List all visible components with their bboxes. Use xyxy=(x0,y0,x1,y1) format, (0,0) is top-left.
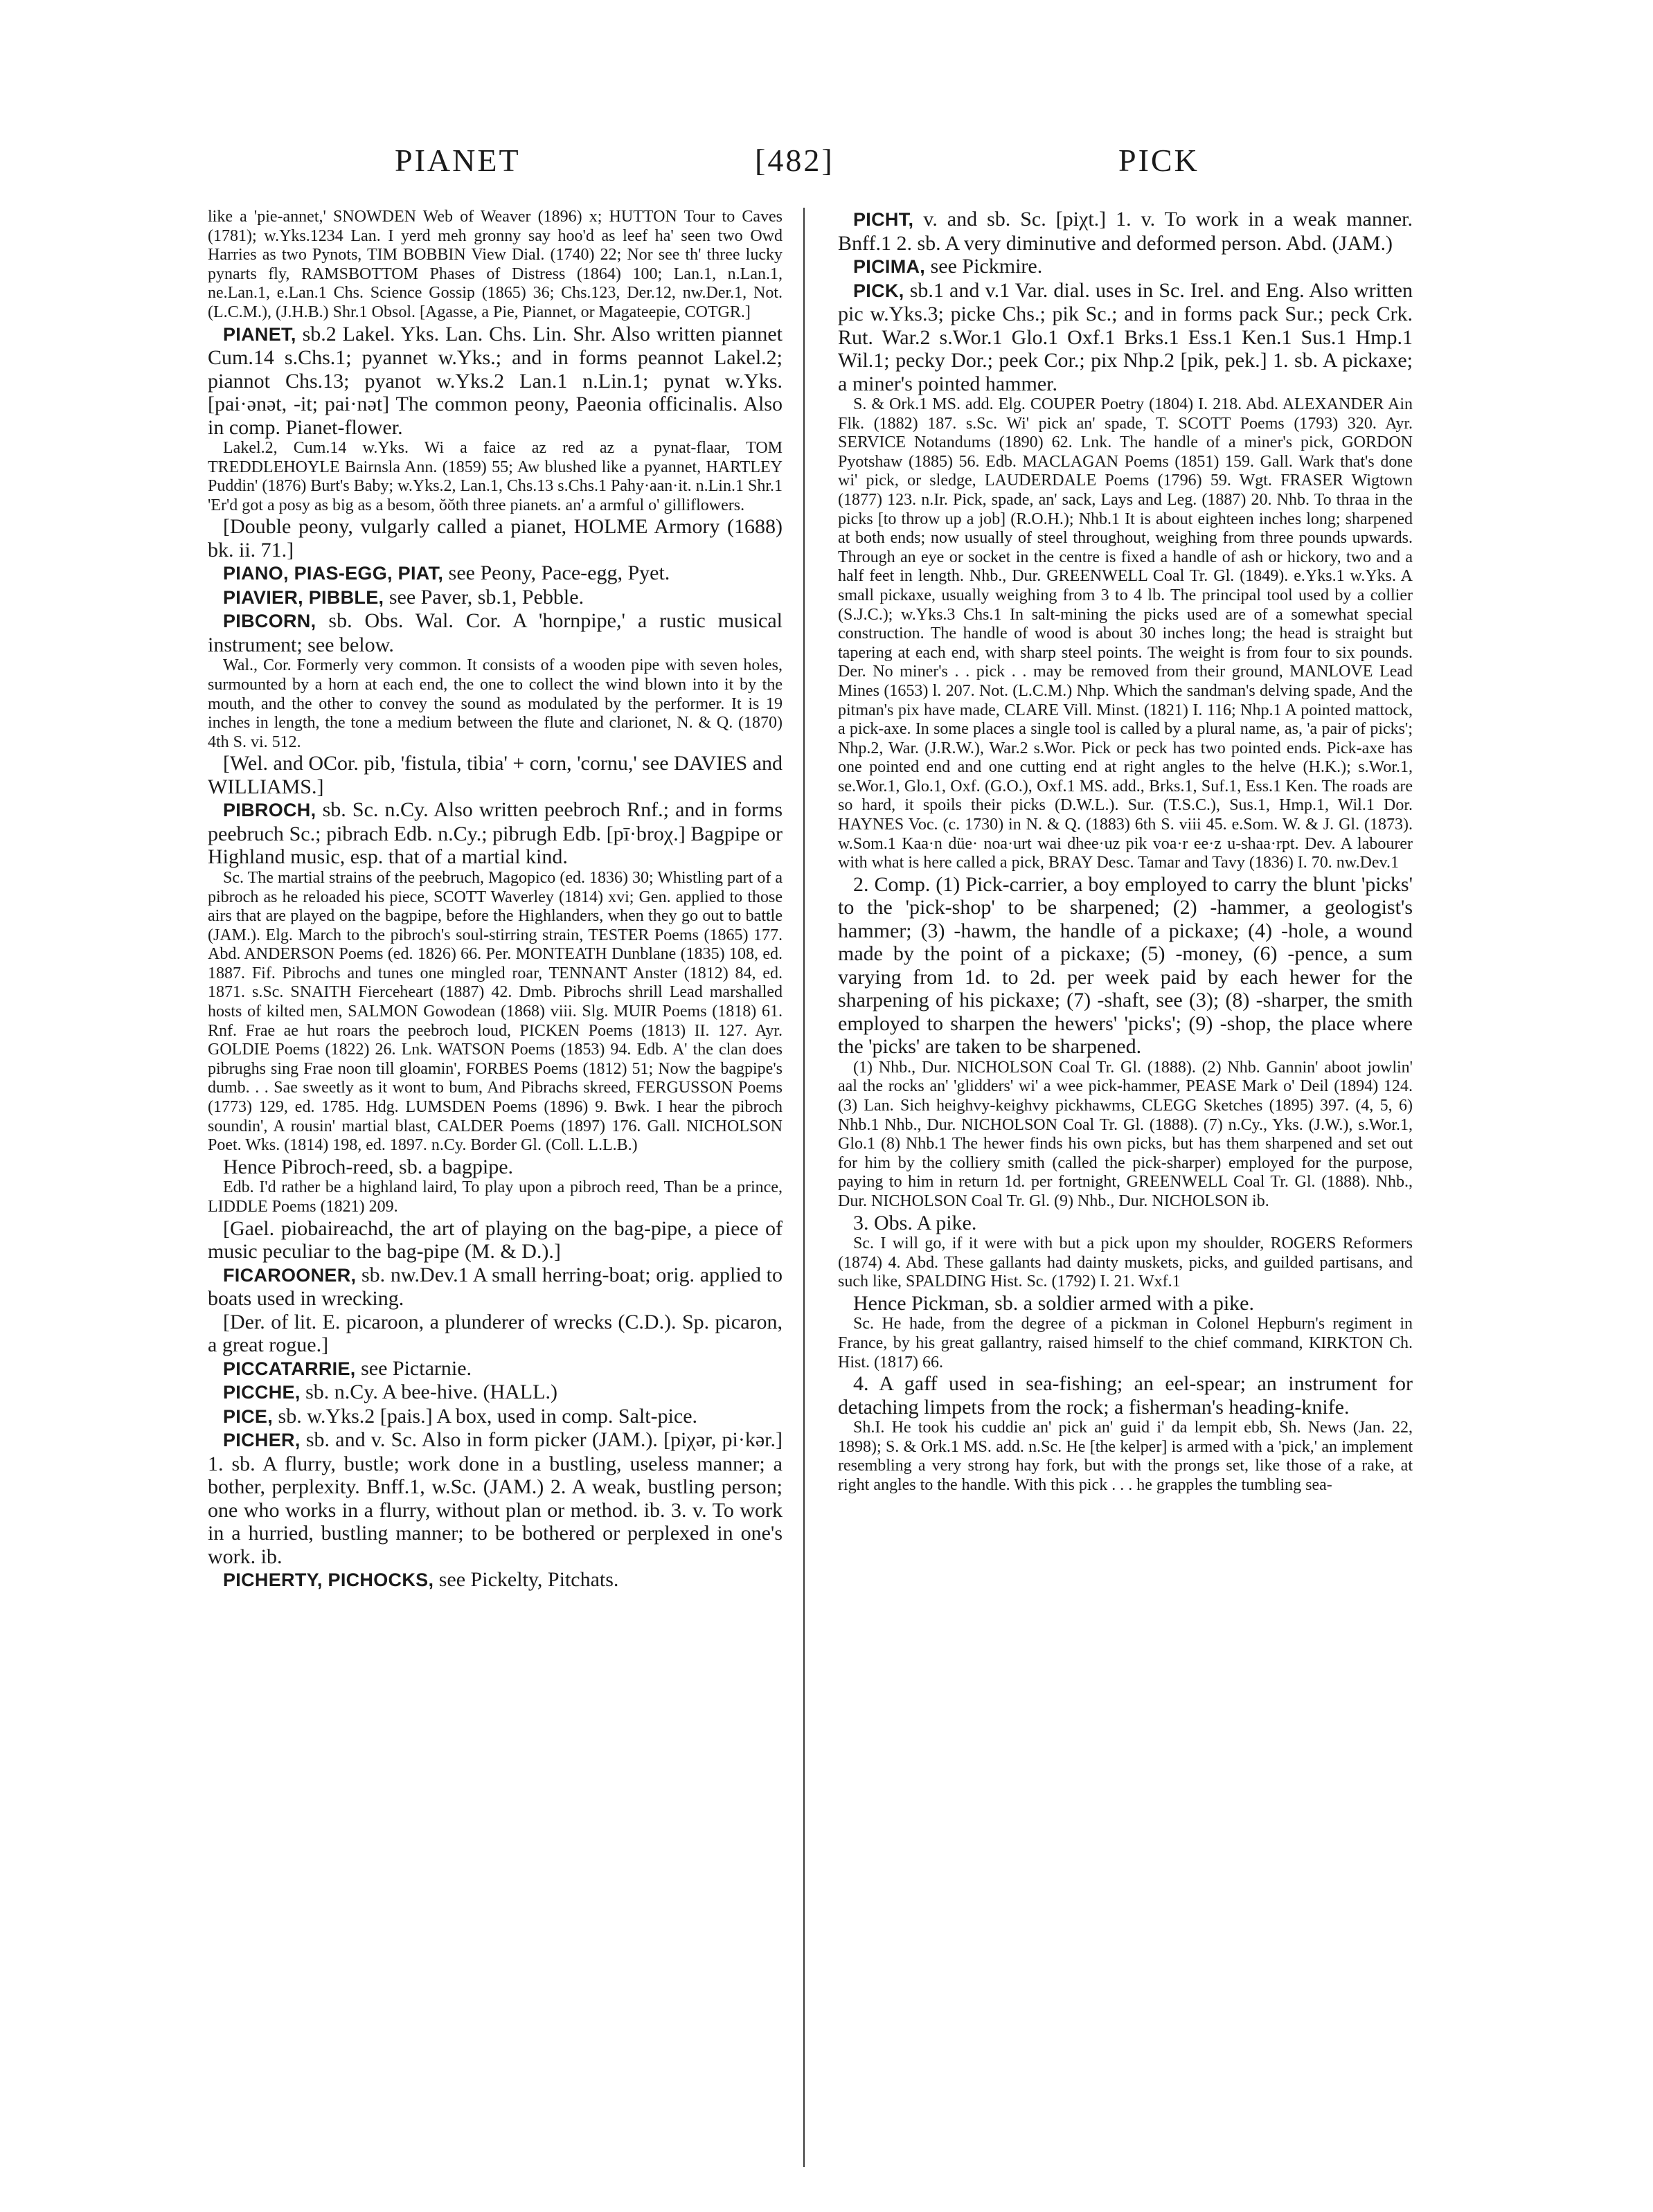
citation-block xyxy=(838,1315,1413,1372)
running-header xyxy=(201,142,1489,190)
headword: PIBCORN, xyxy=(223,611,316,632)
entry-text: see Peony, Pace-egg, Pyet. xyxy=(448,561,670,585)
dictionary-entry xyxy=(838,279,1413,396)
entry-text: sb.2 Lakel. Yks. Lan. Chs. Lin. Shr. Also written piannet Cum.14 s.Chs.1; pyannet w.Yks.; and in forms peannot Lakel.2; piannot Chs.13; pyanot w.Yks.2 Lan.1 n.Lin.1; pynat w.Yks. [pai·ənət, -it; pai·nət] The common peony, Paeonia officinalis. Also in comp. Pianet-flower. xyxy=(208,322,783,439)
entry-text: Hence Pibroch-reed, sb. a bagpipe. xyxy=(223,1155,514,1178)
citation-block xyxy=(208,208,783,323)
dictionary-entry xyxy=(208,609,783,656)
entry-text: sb.1 and v.1 Var. dial. uses in Sc. Irel. and Eng. Also written pic w.Yks.3; picke Chs.; pik Sc.; and in forms pack Sur.; peck Crk. Rut. War.2 s.Wor.1 Glo.1 Oxf.1 Brks.1 Ess.1 Ken.1 Sus.1 Hmp.1 Wil.1; pecky Dor.; peek Cor.; pix Nhp.2 [pik, pek.] 1. sb. A pickaxe; a miner's pointed hammer. xyxy=(838,278,1413,395)
header-left-guideword: PIANET xyxy=(395,143,521,178)
entry-text: v. and sb. Sc. [piχt.] 1. v. To work in a weak manner. Bnff.1 2. sb. A very diminutive and deformed person. Abd. (JAM.) xyxy=(838,208,1413,255)
right-column xyxy=(838,208,1413,2181)
headword: PICHER, xyxy=(223,1430,301,1450)
dictionary-entry xyxy=(208,515,783,561)
headword: PICCHE, xyxy=(223,1382,301,1403)
dictionary-entry xyxy=(838,255,1413,279)
entry-text: Sh.I. He took his cuddie an' pick an' guid i' da lempit ebb, Sh. News (Jan. 22, 1898); S. & Ork.1 MS. add. n.Sc. He [the kelper] is armed with a 'pick,' an implement resembling a very strong hay fork, but with the prongs set, like those of a rake, at right angles to the handle. With this pick . . . he grapples the tumbling sea- xyxy=(838,1419,1413,1494)
entry-text: see Paver, sb.1, Pebble. xyxy=(388,585,584,609)
entry-text: sb. nw.Dev.1 A small herring-boat; orig. applied to boats used in wrecking. xyxy=(208,1263,783,1310)
dictionary-entry xyxy=(208,1311,783,1357)
column-divider xyxy=(803,208,805,2167)
entry-text: Wal., Cor. Formerly very common. It consists of a wooden pipe with seven holes, surmounted by a horn at each end, the one to collect the wind blown into it by the mouth, and the other to convey the sound as modulated by the performer. It is 19 inches in length, the tone a medium between the flute and clarionet, N. & Q. (1870) 4th S. vi. 512. xyxy=(208,656,783,751)
left-column xyxy=(208,208,783,2181)
entry-text: [Gael. piobaireachd, the art of playing on the bag-pipe, a piece of music peculiar to the bag-pipe (M. & D.).] xyxy=(208,1216,783,1263)
headword: PICK, xyxy=(853,280,904,301)
headword: PIANO, PIAS-EGG, PIAT, xyxy=(223,563,444,584)
citation-block xyxy=(838,1059,1413,1212)
entry-text: [Wel. and OCor. pib, 'fistula, tibia' + corn, 'cornu,' see DAVIES and WILLIAMS.] xyxy=(208,752,783,798)
dictionary-entry xyxy=(208,323,783,440)
dictionary-entry xyxy=(208,586,783,610)
citation-block xyxy=(838,1234,1413,1292)
entry-text: like a 'pie-annet,' SNOWDEN Web of Weaver (1896) x; HUTTON Tour to Caves (1781); w.Yks.1234 Lan. I yerd meh gronny say hoo'd as leef ha' seen two Owd Harries as two Pynots, TIM BOBBIN View Dial. (1740) 22; Nor see th' three lucky pynarts fly, RAMSBOTTOM Phases of Distress (1864) 100; Lan.1, n.Lan.1, ne.Lan.1, e.Lan.1 Chs. Science Gossip (1865) 36; Chs.123, Der.12, nw.Der.1, Not. (L.C.M.), (J.H.B.) Shr.1 Obsol. [Agasse, a Pie, Piannet, or Magateepie, COTGR.] xyxy=(208,208,783,321)
citation-block xyxy=(208,1178,783,1216)
dictionary-entry xyxy=(208,1156,783,1179)
entry-text: sb. and v. Sc. Also in form picker (JAM.). [piχər, pi·kər.] 1. sb. A flurry, bustle; work done in a bustling, useless manner; a bother, perplexity. Bnff.1, w.Sc. (JAM.) 2. A weak, bustling person; one who works in a flurry, without plan or method. ib. 3. v. To work in a hurried, bustling manner; to be bothered or perplexed in one's work. ib. xyxy=(208,1428,783,1568)
dictionary-entry xyxy=(208,1428,783,1568)
citation-block xyxy=(208,439,783,515)
entry-text: Edb. I'd rather be a highland laird, To play upon a pibroch reed, Than be a prince, LIDDLE Poems (1821) 209. xyxy=(208,1178,783,1216)
citation-block xyxy=(838,1419,1413,1495)
entry-text: Lakel.2, Cum.14 w.Yks. Wi a faice az red az a pynat-flaar, TOM TREDDLEHOYLE Bairnsla Ann. (1859) 55; Aw blushed like a pyannet, HARTLEY Puddin' (1876) Burt's Baby; w.Yks.2, Lan.1, Chs.13 s.Chs.1 Pahy·aan·it. n.Lin.1 Shr.1 'Er'd got a posy as big as a besom, ŏŏth three pianets. an' a armful o' gilliflowers. xyxy=(208,439,783,514)
headword: PIBROCH, xyxy=(223,800,316,821)
headword: PICCATARRIE, xyxy=(223,1358,356,1379)
headword: PIAVIER, PIBBLE, xyxy=(223,586,384,608)
dictionary-entry xyxy=(208,561,783,586)
header-right-guideword: PICK xyxy=(1118,143,1199,178)
entry-text: see Pickmire. xyxy=(930,255,1043,278)
entry-text: see Pickelty, Pitchats. xyxy=(438,1568,619,1591)
entry-text: [Der. of lit. E. picaroon, a plunderer of wrecks (C.D.). Sp. picaron, a great rogue.] xyxy=(208,1310,783,1356)
entry-text: S. & Ork.1 MS. add. Elg. COUPER Poetry (1804) I. 218. Abd. ALEXANDER Ain Flk. (1882) 187. s.Sc. Wi' pick an' spade, T. SCOTT Poems (1793) 320. Ayr. SERVICE Notandums (1890) 62. Lnk. The handle of a miner's pick, GORDON Pyotshaw (1885) 56. Edb. MACLAGAN Poems (1851) 159. Gall. Wark that's done wi' pick, or sledge, LAUDERDALE Poems (1796) 59. Wgt. FRASER Wigtown (1877) 123. n.Ir. Pick, spade, an' sack, Lays and Leg. (1887) 20. Nhb. To thraa in the picks [to throw up a job] (R.O.H.); Nhb.1 It is about eighteen inches long; sharpened at both ends; now usually of steel throughout, weighing from three pounds upwards. Through an eye or socket in the centre is fixed a handle of ash or hickory, two and a half feet in length. Nhb., Dur. GREENWELL Coal Tr. Gl. (1849). e.Yks.1 w.Yks. A small pickaxe, usually weighing from 3 to 4 lb. The principal tool used by a collier (S.J.C.); w.Yks.3 Chs.1 In salt-mining the picks used are of a somewhat special construction. The handle of wood is about 30 inches long; the head is straight but tapering at each end, with sharp steel points. The weight is from four to six pounds. Der. No miner's . . pick . . may be removed from their ground, MANLOVE Lead Mines (1653) l. 207. Not. (L.C.M.) Nhp. Which the sandman's delving spade, And the pitman's pix have made, CLARE Vill. Minst. (1821) I. 116; Nhp.1 A pointed mattock, a pick-axe. In some places a single tool is called by a plural name, as, 'a pair of picks'; Nhp.2, War. (J.R.W.), War.2 s.Wor. Pick or peck has two pointed ends. Pick-axe has one pointed end and one cutting end at right angles to the helve (H.K.); s.Wor.1, se.Wor.1, Glo.1, Oxf. (G.O.), Oxf.1 MS. add., Brks.1, Suf.1, Ess.1 Ken. The roads are so hard, it spoils their picks (D.W.L.). Sur. (T.S.C.), Sus.1, Hmp.1, Wil.1 Dor. HAYNES Voc. (c. 1730) in N. & Q. (1883) 6th S. viii 45. e.Som. W. & J. Gl. (1873). w.Som.1 Kaa·n düe· noa·urt wai dhee·uz pik voa·r ee·z u-shaa·rpt. Dev. A labourer with what is here called a pick, BRAY Desc. Tamar and Tavy (1836) I. 70. nw.Dev.1 xyxy=(838,395,1413,872)
dictionary-entry xyxy=(208,1381,783,1405)
entry-text: Sc. He hade, from the degree of a pickman in Colonel Hepburn's regiment in France, by his great gallantry, raised himself to the chief command, KIRKTON Ch. Hist. (1817) 66. xyxy=(838,1315,1413,1372)
dictionary-entry xyxy=(208,1405,783,1429)
dictionary-entry xyxy=(838,208,1413,255)
entry-text: (1) Nhb., Dur. NICHOLSON Coal Tr. Gl. (1888). (2) Nhb. Gannin' aboot jowlin' aal the rocks an' 'glidders' wi' a wee pick-hammer, PEASE Mark o' Deil (1894) 124. (3) Lan. Sich heighvy-keighvy pickhawms, CLEGG Sketches (1895) 397. (4, 5, 6) Nhb.1 Nhb., Dur. NICHOLSON Coal Tr. Gl. (1888). (7) n.Cy., Yks. (J.W.), s.Wor.1, Glo.1 (8) Nhb.1 The hewer finds his own picks, but has them sharpened and set out for him by the colliery smith (called the pick-sharper) employed for the purpose, paying to him in return 1d. per fortnight, GREENWELL Coal Tr. Gl. (1888). Nhb., Dur. NICHOLSON Coal Tr. Gl. (9) Nhb., Dur. NICHOLSON ib. xyxy=(838,1058,1413,1210)
headword: PICE, xyxy=(223,1405,274,1427)
entry-text: sb. n.Cy. A bee-hive. (HALL.) xyxy=(305,1381,557,1403)
citation-block xyxy=(838,395,1413,873)
dictionary-entry xyxy=(208,1217,783,1264)
entry-text: see Pictarnie. xyxy=(361,1356,472,1380)
dictionary-entry xyxy=(838,1212,1413,1235)
dictionary-entry xyxy=(208,798,783,869)
headword: PICHT, xyxy=(853,209,914,230)
entry-text: 4. A gaff used in sea-fishing; an eel-spear; an instrument for detaching limpets from the rock; a fisherman's heading-knife. xyxy=(838,1372,1413,1419)
entry-text: Sc. I will go, if it were with but a pick upon my shoulder, ROGERS Reformers (1874) 4. Abd. These gallants had dainty muskets, picks, and guilded partisans, and such like, SPALDING Hist. Sc. (1792) I. 21. Wxf.1 xyxy=(838,1234,1413,1291)
headword: PICIMA, xyxy=(853,256,926,277)
entry-text: [Double peony, vulgarly called a pianet, HOLME Armory (1688) bk. ii. 71.] xyxy=(208,515,783,561)
dictionary-entry xyxy=(208,1568,783,1592)
entry-text: Hence Pickman, sb. a soldier armed with a pike. xyxy=(853,1291,1254,1315)
dictionary-entry xyxy=(838,873,1413,1059)
entry-text: Sc. The martial strains of the peebruch, Magopico (ed. 1836) 30; Whistling part of a pibroch as he reloaded his piece, SCOTT Waverley (1814) xvi; Gen. applied to those airs that are played on the bagpipe, before the Highlanders, when they go out to battle (JAM.). Elg. March to the pibroch's soul-stirring strain, TESTER Poems (1865) 177. Abd. ANDERSON Poems (ed. 1826) 66. Per. MONTEATH Dunblane (1835) 108, ed. 1887. Fif. Pibrochs and tunes one mingled roar, TENNANT Anster (1812) 84, ed. 1871. s.Sc. SNAITH Fierceheart (1887) 42. Dmb. Pibrochs shrill Lead marshalled hosts of kilted men, SALMON Gowodean (1868) viii. Slg. MUIR Poems (1818) 61. Rnf. Frae ae hut roars the peebroch loud, PICKEN Poems (1813) II. 127. Ayr. GOLDIE Poems (1822) 26. Lnk. WATSON Poems (1853) 94. Edb. A' the clan does pibrughs sing Frae noon till gloamin', FORBES Poems (1812) 51; Now the bagpipe's dumb. . . Sae sweetly as it wont to bum, And Pibrachs skreed, FERGUSSON Poems (1773) 129, ed. 1785. Hdg. LUMSDEN Poems (1896) 9. Bwk. I hear the pibroch soundin', A rousin' martial blast, CALDER Poems (1897) 176. Gall. NICHOLSON Poet. Wks. (1814) 198, ed. 1897. n.Cy. Border Gl. (Coll. L.L.B.) xyxy=(208,868,783,1155)
headword: FICAROONER, xyxy=(223,1264,357,1286)
citation-block xyxy=(208,869,783,1156)
dictionary-entry xyxy=(838,1292,1413,1315)
dictionary-entry xyxy=(208,1264,783,1311)
page-number: [482] xyxy=(755,143,834,178)
entry-text: sb. w.Yks.2 [pais.] A box, used in comp. Salt-pice. xyxy=(278,1404,698,1428)
entry-text: sb. Obs. Wal. Cor. A 'hornpipe,' a rustic musical instrument; see below. xyxy=(208,609,783,656)
entry-text: 3. Obs. A pike. xyxy=(853,1211,977,1234)
headword: PIANET, xyxy=(223,323,296,345)
dictionary-entry xyxy=(208,1357,783,1381)
dictionary-entry xyxy=(208,752,783,798)
entry-text: sb. Sc. n.Cy. Also written peebroch Rnf.; and in forms peebruch Sc.; pibrach Edb. n.Cy.; pibrugh Edb. [pī·broχ.] Bagpipe or Highland music, esp. that of a martial kind. xyxy=(208,798,783,869)
headword: PICHERTY, PICHOCKS, xyxy=(223,1570,434,1590)
entry-text: 2. Comp. (1) Pick-carrier, a boy employed to carry the blunt 'picks' to the 'pick-shop' to be sharpened; (2) -hammer, a geologist's hammer; (3) -hawm, the handle of a pickaxe; (4) -hole, a wound made by the point of a pickaxe; (5) -money, (6) -pence, a sum varying from 1d. to 2d. per week paid by each hewer for the sharpening of his pickaxe; (7) -shaft, see (3); (8) -sharper, the smith employed to sharpen the hewers' 'picks'; (9) -shop, the place where the 'picks' are taken to be sharpened. xyxy=(838,872,1413,1059)
dictionary-entry xyxy=(838,1372,1413,1419)
citation-block xyxy=(208,656,783,752)
